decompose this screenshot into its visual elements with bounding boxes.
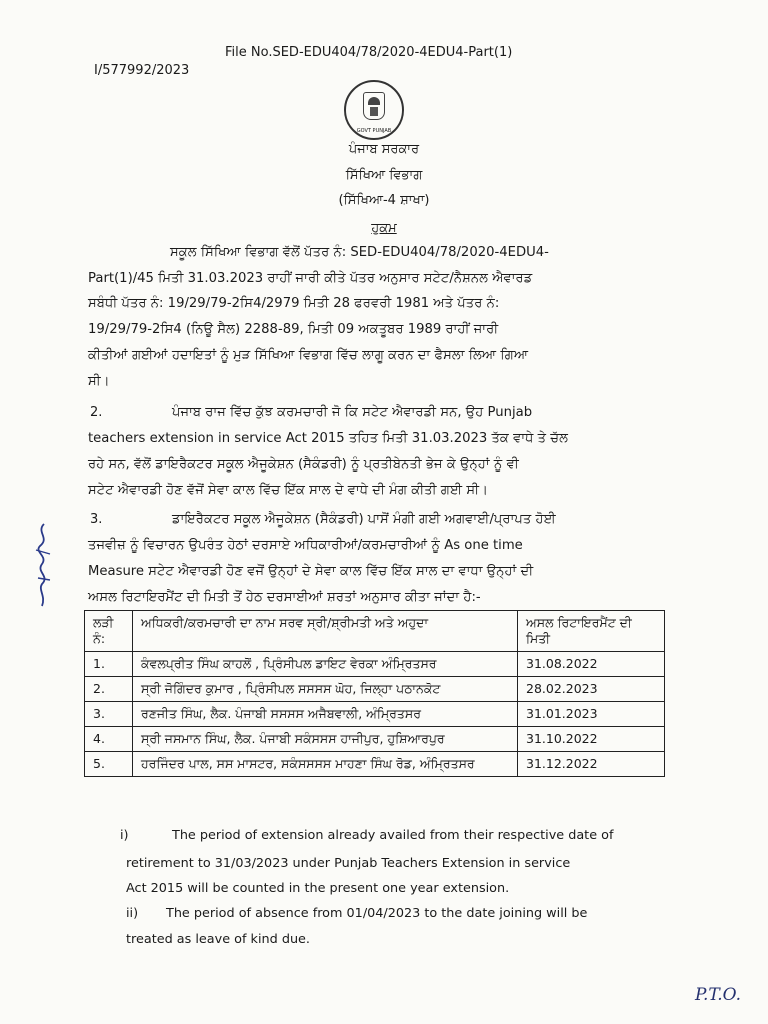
condition-i-line: retirement to 31/03/2023 under Punjab Teachers Extension in service <box>126 856 571 871</box>
cell-date: 31.12.2022 <box>518 752 665 777</box>
header-government: ਪੰਜਾਬ ਸਰਕਾਰ <box>348 142 420 157</box>
cell-date: 28.02.2023 <box>518 677 665 702</box>
para3-number: 3. <box>90 512 103 527</box>
pto-note: P.T.O. <box>695 985 741 1005</box>
cell-serial: 4. <box>85 727 133 752</box>
condition-ii-marker: ii) <box>126 906 139 921</box>
para1-line: Part(1)/45 ਮਿਤੀ 31.03.2023 ਰਾਹੀਂ ਜਾਰੀ ਕੀਤੇ ਪੱਤਰ ਅਨੁਸਾਰ ਸਟੇਟ/ਨੈਸ਼ਨਲ ਐਵਾਰਡ <box>88 271 533 286</box>
cell-name: ਕੰਵਲਪ੍ਰੀਤ ਸਿੰਘ ਕਾਹਲੋਂ , ਪ੍ਰਿੰਸੀਪਲ ਡਾਇਟ ਵੇਰਕਾ ਅੰਮ੍ਰਿਤਸਰ <box>133 652 518 677</box>
cell-name: ਰਣਜੀਤ ਸਿੰਘ, ਲੈਕ. ਪੰਜਾਬੀ ਸਸਸਸ ਅਜੈਬਵਾਲੀ, ਅੰਮ੍ਰਿਤਸਰ <box>133 702 518 727</box>
table-row <box>85 702 665 727</box>
para2-line: ਰਹੇ ਸਨ, ਵੱਲੋਂ ਡਾਇਰੈਕਟਰ ਸਕੂਲ ਐਜੂਕੇਸ਼ਨ (ਸੈਕੰਡਰੀ) ਨੂੰ ਪ੍ਰਤੀਬੇਨਤੀ ਭੇਜ ਕੇ ਉਨ੍ਹਾਂ ਨੂੰ ਵੀ <box>88 457 519 472</box>
condition-i-line: The period of extension already availed from their respective date of <box>172 828 614 843</box>
seal-label: GOVT PUNJAB <box>356 128 392 134</box>
para2-number: 2. <box>90 405 103 420</box>
header-department: ਸਿੱਖਿਆ ਵਿਭਾਗ <box>345 168 423 183</box>
cell-serial: 3. <box>85 702 133 727</box>
col-header-retirement-date: ਅਸਲ ਰਿਟਾਇਰਮੈਂਟ ਦੀ ਮਿਤੀ <box>518 611 665 652</box>
cell-serial: 5. <box>85 752 133 777</box>
condition-ii-line: treated as leave of kind due. <box>126 932 310 947</box>
reference-number: I/577992/2023 <box>94 63 190 78</box>
cell-name: ਹਰਜਿੰਦਰ ਪਾਲ, ਸਸ ਮਾਸਟਰ, ਸਕੰਸਸਸਸ ਮਾਹਣਾ ਸਿੰਘ ਰੋਡ, ਅੰਮ੍ਰਿਤਸਰ <box>133 752 518 777</box>
handwritten-initials-icon <box>30 520 56 610</box>
para2-line: teachers extension in service Act 2015 ਤਹਿਤ ਮਿਤੀ 31.03.2023 ਤੱਕ ਵਾਧੇ ਤੇ ਚੱਲ <box>88 431 569 446</box>
file-number: File No.SED-EDU404/78/2020-4EDU4-Part(1) <box>225 45 513 60</box>
cell-serial: 1. <box>85 652 133 677</box>
header-branch: (ਸਿੱਖਿਆ-4 ਸ਼ਾਖਾ) <box>338 193 430 208</box>
cell-name: ਸ੍ਰੀ ਜੋਗਿੰਦਰ ਕੁਮਾਰ , ਪ੍ਰਿੰਸੀਪਲ ਸਸਸਸ ਘੋਹ, ਜਿਲ੍ਹਾ ਪਠਾਨਕੋਟ <box>133 677 518 702</box>
para3-line: ਅਸਲ ਰਿਟਾਇਰਮੈਂਟ ਦੀ ਮਿਤੀ ਤੋਂ ਹੇਠ ਦਰਸਾਈਆਂ ਸ਼ਰਤਾਂ ਅਨੁਸਾਰ ਕੀਤਾ ਜਾਂਦਾ ਹੈ:- <box>88 590 481 605</box>
para3-line: ਡਾਇਰੈਕਟਰ ਸਕੂਲ ਐਜੂਕੇਸ਼ਨ (ਸੈਕੰਡਰੀ) ਪਾਸੋਂ ਮੰਗੀ ਗਈ ਅਗਵਾਈ/ਪ੍ਰਾਪਤ ਹੋਈ <box>172 512 556 527</box>
cell-date: 31.08.2022 <box>518 652 665 677</box>
cell-date: 31.01.2023 <box>518 702 665 727</box>
condition-i-marker: i) <box>120 828 129 843</box>
para1-line: ਸਬੰਧੀ ਪੱਤਰ ਨੰ: 19/29/79-2ਸਿ4/2979 ਮਿਤੀ 28 ਫਰਵਰੀ 1981 ਅਤੇ ਪੱਤਰ ਨੰ: <box>88 296 500 311</box>
para1-line: ਕੀਤੀਆਂ ਗਈਆਂ ਹਦਾਇਤਾਂ ਨੂੰ ਮੁੜ ਸਿੱਖਿਆ ਵਿਭਾਗ ਵਿੱਚ ਲਾਗੂ ਕਰਨ ਦਾ ਫੈਸਲਾ ਲਿਆ ਗਿਆ <box>88 348 529 363</box>
condition-ii-line: The period of absence from 01/04/2023 to the date joining will be <box>166 906 588 921</box>
para3-line: Measure ਸਟੇਟ ਐਵਾਰਡੀ ਹੋਣ ਵਜੋਂ ਉਨ੍ਹਾਂ ਦੇ ਸੇਵਾ ਕਾਲ ਵਿੱਚ ਇੱਕ ਸਾਲ ਦਾ ਵਾਧਾ ਉਨ੍ਹਾਂ ਦੀ <box>88 564 534 579</box>
col-header-serial: ਲੜੀ ਨੰ: <box>85 611 133 652</box>
para3-line: ਤਜਵੀਜ਼ ਨੂੰ ਵਿਚਾਰਨ ਉਪਰੰਤ ਹੇਠਾਂ ਦਰਸਾਏ ਅਧਿਕਾਰੀਆਂ/ਕਰਮਚਾਰੀਆਂ ਨੂੰ As one time <box>88 538 523 553</box>
para1-line: ਸਕੂਲ ਸਿੱਖਿਆ ਵਿਭਾਗ ਵੱਲੋਂ ਪੱਤਰ ਨੰ: SED-EDU404/78/2020-4EDU4- <box>170 245 549 260</box>
cell-date: 31.10.2022 <box>518 727 665 752</box>
extension-table <box>84 610 665 777</box>
cell-name: ਸ੍ਰੀ ਜਸਮਾਨ ਸਿੰਘ, ਲੈਕ. ਪੰਜਾਬੀ ਸਕੰਸਸਸ ਹਾਜੀਪੁਰ, ਹੁਸ਼ਿਆਰਪੁਰ <box>133 727 518 752</box>
header-order-title: ਹੁਕਮ <box>371 221 397 236</box>
table-row <box>85 677 665 702</box>
para1-line: ਸੀ। <box>88 374 110 389</box>
para2-line: ਪੰਜਾਬ ਰਾਜ ਵਿੱਚ ਕੁੱਝ ਕਰਮਚਾਰੀ ਜੋ ਕਿ ਸਟੇਟ ਐਵਾਰਡੀ ਸਨ, ਉਹ Punjab <box>172 405 533 420</box>
para2-line: ਸਟੇਟ ਐਵਾਰਡੀ ਹੋਣ ਵੱਜੋਂ ਸੇਵਾ ਕਾਲ ਵਿੱਚ ਇੱਕ ਸਾਲ ਦੇ ਵਾਧੇ ਦੀ ਮੰਗ ਕੀਤੀ ਗਈ ਸੀ। <box>88 483 489 498</box>
cell-serial: 2. <box>85 677 133 702</box>
table-row <box>85 752 665 777</box>
government-seal <box>344 80 404 140</box>
table-row <box>85 652 665 677</box>
emblem-icon <box>363 92 385 120</box>
condition-i-line: Act 2015 will be counted in the present one year extension. <box>126 881 510 896</box>
table-header-row <box>85 611 665 652</box>
table-row <box>85 727 665 752</box>
col-header-name: ਅਧਿਕਰੀ/ਕਰਮਚਾਰੀ ਦਾ ਨਾਮ ਸਰਵ ਸ੍ਰੀ/ਸ਼੍ਰੀਮਤੀ ਅਤੇ ਅਹੁਦਾ <box>133 611 518 652</box>
para1-line: 19/29/79-2ਸਿ4 (ਨਿਊ ਸੈਲ) 2288-89, ਮਿਤੀ 09 ਅਕਤੂਬਰ 1989 ਰਾਹੀਂ ਜਾਰੀ <box>88 322 499 337</box>
